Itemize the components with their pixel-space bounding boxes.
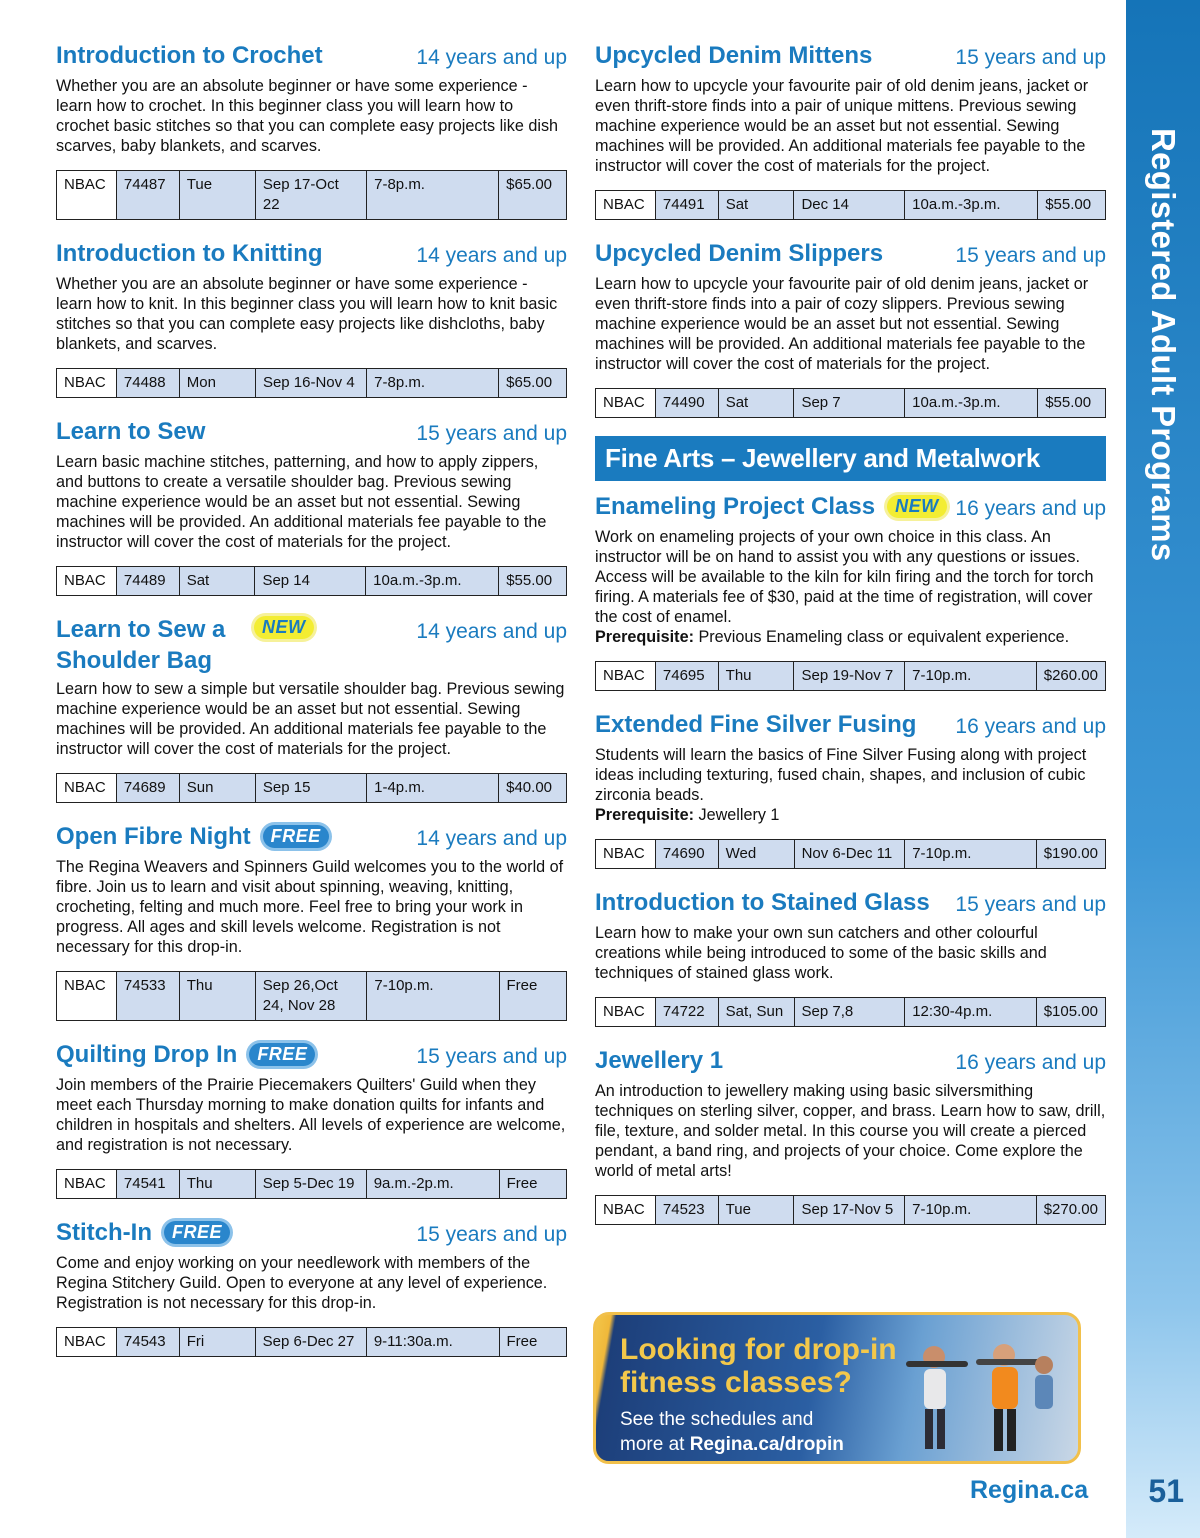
course-header	[595, 1045, 1106, 1078]
prerequisite-text: Jewellery 1	[698, 806, 780, 824]
fee-cell: $190.00	[1036, 840, 1105, 869]
schedule-row[interactable]	[57, 567, 567, 596]
course-title: Introduction to Stained Glass	[595, 889, 930, 916]
course-block	[56, 1217, 567, 1357]
course-title: Enameling Project Class	[595, 493, 876, 520]
course-description	[595, 527, 1106, 647]
course-title: Quilting Drop In	[56, 1041, 238, 1068]
course-header	[56, 238, 567, 271]
barcode-cell: 74488	[116, 369, 179, 398]
dates-cell: Sep 7,8	[794, 998, 905, 1027]
right-column	[595, 40, 1106, 1243]
age-requirement: 14 years and up	[416, 244, 567, 267]
course-title: Learn to Sew	[56, 418, 206, 445]
day-cell: Mon	[179, 369, 255, 398]
fee-cell: $65.00	[499, 171, 567, 220]
course-description	[595, 1081, 1106, 1181]
barcode-cell: 74722	[655, 998, 718, 1027]
description-text: Learn basic machine stitches, patterning, and how to apply zippers, and buttons to create a versatile shoulder bag. Previous sewing machine experience would be an asset but not essential. Sewing machines will be provided. An additional materials fee payable to the instructor will cover the cost of materials for the project.	[56, 453, 547, 551]
course-title-wrap	[56, 238, 323, 269]
course-title-wrap	[595, 40, 872, 71]
ad-headline: Looking for drop-in fitness classes?	[620, 1333, 897, 1399]
schedule-row[interactable]	[57, 369, 567, 398]
course-title-wrap	[56, 40, 323, 71]
location-cell: NBAC	[57, 567, 117, 596]
age-requirement: 15 years and up	[955, 893, 1106, 916]
page-number: 51	[1148, 1473, 1184, 1509]
course-description	[56, 679, 567, 759]
time-cell: 12:30-4p.m.	[905, 998, 1037, 1027]
course-header	[595, 40, 1106, 73]
course-header	[56, 821, 567, 854]
course-description	[595, 923, 1106, 983]
fee-cell: $40.00	[499, 774, 567, 803]
description-text: An introduction to jewellery making using basic silversmithing techniques on sterling silver, copper, and brass. Learn how to saw, drill, file, texture, and solder metal. In this course you will create a pierced pendant, a band ring, and projects of your choice. Come explore the world of metal arts!	[595, 1082, 1106, 1180]
course-block	[595, 709, 1106, 869]
location-cell: NBAC	[596, 191, 656, 220]
course-block	[595, 1045, 1106, 1225]
day-cell: Tue	[718, 1196, 794, 1225]
schedule-table	[56, 566, 567, 596]
sidebar-title: Registered Adult Programs	[1145, 128, 1182, 562]
time-cell: 7-10p.m.	[367, 972, 499, 1021]
course-title-wrap	[56, 416, 205, 447]
description-text: Whether you are an absolute beginner or have some experience - learn how to crochet. In this beginner class you will learn how to crochet basic stitches so that you can complete easy projects like dish scarves, baby blankets, and scarves.	[56, 77, 559, 155]
schedule-table	[56, 971, 567, 1021]
course-title: Introduction to Crochet	[56, 42, 323, 69]
fee-cell: $65.00	[499, 369, 567, 398]
fee-cell: $260.00	[1036, 662, 1105, 691]
new-badge: NEW	[887, 495, 947, 518]
time-cell: 7-8p.m.	[367, 171, 499, 220]
location-cell: NBAC	[596, 998, 656, 1027]
day-cell: Tue	[179, 171, 255, 220]
course-description	[56, 274, 567, 354]
location-cell: NBAC	[57, 369, 117, 398]
course-description	[595, 274, 1106, 374]
dates-cell: Sep 19-Nov 7	[794, 662, 905, 691]
schedule-table	[56, 368, 567, 398]
barcode-cell: 74490	[655, 389, 718, 418]
schedule-table	[595, 388, 1106, 418]
time-cell: 10a.m.-3p.m.	[905, 389, 1038, 418]
fee-cell: $270.00	[1036, 1196, 1105, 1225]
ad-subtext: See the schedules and more at Regina.ca/dropin	[620, 1409, 844, 1455]
age-requirement: 16 years and up	[955, 1051, 1106, 1074]
course-block	[56, 40, 567, 220]
barcode-cell: 74689	[116, 774, 179, 803]
day-cell: Thu	[718, 662, 794, 691]
barcode-cell: 74491	[655, 191, 718, 220]
course-title: Upcycled Denim Slippers	[595, 240, 884, 267]
schedule-row[interactable]	[596, 389, 1106, 418]
fee-cell: Free	[499, 1170, 566, 1199]
course-title: Extended Fine Silver Fusing	[595, 711, 917, 738]
time-cell: 7-10p.m.	[905, 662, 1037, 691]
course-title: Jewellery 1	[595, 1047, 724, 1074]
course-title-wrap	[595, 709, 916, 740]
course-block	[56, 821, 567, 1021]
dates-cell: Sep 16-Nov 4	[255, 369, 366, 398]
site-url[interactable]: Regina.ca	[970, 1476, 1089, 1504]
schedule-table	[56, 1169, 567, 1199]
new-badge: NEW	[254, 616, 314, 639]
dropin-fitness-ad[interactable]	[593, 1312, 1081, 1464]
age-requirement: 14 years and up	[416, 46, 567, 69]
course-title-wrap	[595, 238, 883, 269]
barcode-cell: 74487	[116, 171, 179, 220]
dates-cell: Nov 6-Dec 11	[794, 840, 905, 869]
age-requirement: 15 years and up	[955, 46, 1106, 69]
dates-cell: Sep 17-Oct 22	[255, 171, 366, 220]
course-block	[595, 491, 1106, 691]
dates-cell: Sep 26,Oct 24, Nov 28	[255, 972, 367, 1021]
time-cell: 7-10p.m.	[905, 840, 1037, 869]
course-block	[595, 238, 1106, 418]
day-cell: Sun	[179, 774, 255, 803]
course-title-wrap	[595, 887, 930, 918]
section-banner: Fine Arts – Jewellery and Metalwork	[595, 436, 1106, 481]
day-cell: Sat	[718, 191, 794, 220]
age-requirement: 15 years and up	[416, 1045, 567, 1068]
time-cell: 9a.m.-2p.m.	[366, 1170, 499, 1199]
free-badge: FREE	[164, 1221, 230, 1244]
day-cell: Sat	[179, 567, 255, 596]
course-header	[595, 491, 1106, 524]
description-text: Whether you are an absolute beginner or have some experience - learn how to knit. In this beginner class you will learn how to knit basic stitches so that you can complete easy projects like dishcloths, baby blankets, and scarves.	[56, 275, 558, 353]
description-text: Learn how to sew a simple but versatile shoulder bag. Previous sewing machine experience would be an asset but not essential. Sewing machines will be provided. An additional materials fee payable to the instructor will cover the cost of materials for the project.	[56, 680, 565, 758]
course-block	[56, 614, 567, 803]
barcode-cell: 74543	[116, 1328, 179, 1357]
dates-cell: Dec 14	[794, 191, 905, 220]
course-description	[56, 1253, 567, 1313]
schedule-row[interactable]	[596, 662, 1106, 691]
dates-cell: Sep 7	[794, 389, 905, 418]
dates-cell: Sep 6-Dec 27	[255, 1328, 366, 1357]
schedule-table	[595, 839, 1106, 869]
course-title-wrap	[56, 821, 329, 852]
prerequisite-label: Prerequisite:	[595, 806, 694, 824]
course-description	[595, 76, 1106, 176]
course-title: Learn to Sew a Shoulder Bag	[56, 616, 226, 674]
barcode-cell: 74523	[655, 1196, 718, 1225]
course-title-wrap	[56, 1217, 230, 1248]
time-cell: 10a.m.-3p.m.	[366, 567, 499, 596]
description-text: Come and enjoy working on your needlework with members of the Regina Stitchery Guild. Open to everyone at any level of experience. Registration is not necessary for this drop-in.	[56, 1254, 548, 1312]
day-cell: Sat	[718, 389, 794, 418]
course-description	[56, 857, 567, 957]
course-block	[595, 887, 1106, 1027]
course-title-wrap	[56, 614, 306, 676]
schedule-row[interactable]	[596, 998, 1106, 1027]
course-title-wrap	[595, 1045, 723, 1076]
description-text: The Regina Weavers and Spinners Guild welcomes you to the world of fibre. Join us to learn and visit about spinning, weaving, knitting, crocheting, felting and much more. Feel free to bring your work in progress. All ages and skill levels welcome. Registration is not necessary for this drop-in.	[56, 858, 564, 956]
schedule-row[interactable]	[57, 972, 567, 1021]
description-text: Students will learn the basics of Fine Silver Fusing along with project ideas including texturing, fused chain, shapes, and inclusion of cubic zirconia beads.	[595, 746, 1087, 804]
age-requirement: 16 years and up	[955, 715, 1106, 738]
prerequisite-text: Previous Enameling class or equivalent experience.	[698, 628, 1070, 646]
time-cell: 7-10p.m.	[905, 1196, 1037, 1225]
location-cell: NBAC	[57, 774, 117, 803]
age-requirement: 14 years and up	[416, 827, 567, 850]
prerequisite-label: Prerequisite:	[595, 628, 694, 646]
course-title: Upcycled Denim Mittens	[595, 42, 873, 69]
schedule-table	[56, 170, 567, 220]
course-header	[595, 887, 1106, 920]
course-block	[56, 238, 567, 398]
schedule-row[interactable]	[57, 1170, 567, 1199]
course-title: Introduction to Knitting	[56, 240, 323, 267]
schedule-row[interactable]	[57, 774, 567, 803]
schedule-row[interactable]	[596, 840, 1106, 869]
age-requirement: 15 years and up	[416, 1223, 567, 1246]
location-cell: NBAC	[57, 1170, 117, 1199]
dates-cell: Sep 14	[255, 567, 366, 596]
ad-link[interactable]: Regina.ca/dropin	[689, 1434, 844, 1455]
location-cell: NBAC	[596, 1196, 656, 1225]
course-header	[56, 40, 567, 73]
schedule-table	[595, 661, 1106, 691]
time-cell: 7-8p.m.	[367, 369, 499, 398]
description-text: Learn how to upcycle your favourite pair of old denim jeans, jacket or even thrift-store finds into a pair of cozy slippers. Previous sewing machine experience would be an asset but not essential. Sewing machines will be provided. An additional materials fee payable to the instructor will cover the cost of materials for the project.	[595, 275, 1089, 373]
location-cell: NBAC	[57, 171, 117, 220]
fee-cell: Free	[499, 1328, 567, 1357]
free-badge: FREE	[263, 825, 329, 848]
sidebar-band	[1126, 0, 1200, 1538]
location-cell: NBAC	[596, 840, 656, 869]
course-header	[595, 238, 1106, 271]
course-description	[56, 452, 567, 552]
location-cell: NBAC	[596, 389, 656, 418]
age-requirement: 15 years and up	[955, 244, 1106, 267]
dates-cell: Sep 15	[255, 774, 366, 803]
course-title-wrap	[56, 1039, 315, 1070]
fee-cell: $55.00	[1038, 191, 1106, 220]
age-requirement: 16 years and up	[955, 497, 1106, 520]
location-cell: NBAC	[57, 1328, 117, 1357]
barcode-cell: 74533	[116, 972, 179, 1021]
day-cell: Thu	[179, 972, 255, 1021]
day-cell: Fri	[179, 1328, 255, 1357]
course-header	[56, 1039, 567, 1072]
description-text: Join members of the Prairie Piecemakers Quilters' Guild when they meet each Thursday morning to make donation quilts for infants and children in hospitals and shelters. All levels of experience are welcome, and registration is not necessary.	[56, 1076, 566, 1154]
course-title-wrap	[595, 491, 947, 522]
course-title: Open Fibre Night	[56, 823, 251, 850]
age-requirement: 15 years and up	[416, 422, 567, 445]
dates-cell: Sep 17-Nov 5	[794, 1196, 905, 1225]
day-cell: Wed	[718, 840, 794, 869]
schedule-table	[595, 1195, 1106, 1225]
schedule-table	[595, 190, 1106, 220]
schedule-table	[595, 997, 1106, 1027]
schedule-row[interactable]	[57, 1328, 567, 1357]
fee-cell: $55.00	[1038, 389, 1106, 418]
barcode-cell: 74489	[116, 567, 179, 596]
age-requirement: 14 years and up	[416, 620, 567, 643]
dates-cell: Sep 5-Dec 19	[255, 1170, 366, 1199]
barcode-cell: 74690	[655, 840, 718, 869]
day-cell: Thu	[179, 1170, 255, 1199]
schedule-table	[56, 773, 567, 803]
course-header	[56, 416, 567, 449]
location-cell: NBAC	[57, 972, 117, 1021]
schedule-row[interactable]	[596, 191, 1106, 220]
fee-cell: $105.00	[1036, 998, 1105, 1027]
course-description	[56, 1075, 567, 1155]
description-text: Learn how to upcycle your favourite pair of old denim jeans, jacket or even thrift-store finds into a pair of unique mittens. Previous sewing machine experience would be an asset but not essential. Sewing machines will be provided. An additional materials fee payable to the instructor will cover the cost of materials for the project.	[595, 77, 1089, 175]
course-description	[595, 745, 1106, 825]
time-cell: 10a.m.-3p.m.	[905, 191, 1038, 220]
course-header	[56, 614, 567, 676]
schedule-table	[56, 1327, 567, 1357]
barcode-cell: 74541	[116, 1170, 179, 1199]
schedule-row[interactable]	[596, 1196, 1106, 1225]
time-cell: 1-4p.m.	[367, 774, 499, 803]
course-block	[595, 40, 1106, 220]
course-block	[56, 416, 567, 596]
schedule-row[interactable]	[57, 171, 567, 220]
course-description	[56, 76, 567, 156]
time-cell: 9-11:30a.m.	[366, 1328, 499, 1357]
free-badge: FREE	[249, 1043, 315, 1066]
left-column	[56, 40, 567, 1375]
description-text: Learn how to make your own sun catchers and other colourful creations while being introduced to some of the basic skills and techniques of stained glass work.	[595, 924, 1047, 982]
fee-cell: Free	[499, 972, 566, 1021]
course-header	[595, 709, 1106, 742]
barcode-cell: 74695	[655, 662, 718, 691]
description-text: Work on enameling projects of your own choice in this class. An instructor will be on hand to assist you with any questions or issues. Access will be available to the kiln for kiln firing and the torch for torch firing. A materials fee of $30, paid at the time of registration, will cover the cost of enamel.	[595, 528, 1094, 626]
day-cell: Sat, Sun	[718, 998, 794, 1027]
course-block	[56, 1039, 567, 1199]
course-header	[56, 1217, 567, 1250]
fee-cell: $55.00	[499, 567, 567, 596]
location-cell: NBAC	[596, 662, 656, 691]
fitness-people-photo	[894, 1325, 1064, 1455]
course-title: Stitch-In	[56, 1219, 152, 1246]
